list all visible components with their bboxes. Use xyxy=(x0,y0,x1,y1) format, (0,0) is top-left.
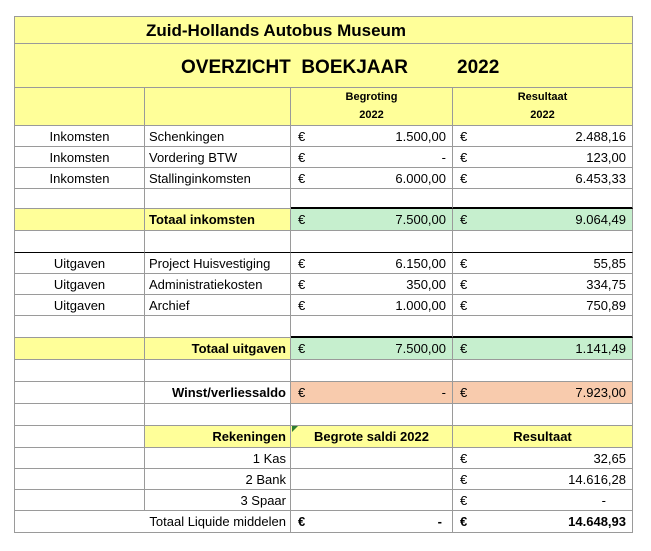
item-cell[interactable]: Administratiekosten xyxy=(145,274,291,295)
result-cell[interactable]: € 2.488,16 xyxy=(453,126,633,147)
empty-row xyxy=(14,316,633,338)
empty-cell[interactable] xyxy=(14,360,145,382)
empty-cell[interactable] xyxy=(291,316,453,338)
result-cell[interactable]: € 334,75 xyxy=(453,274,633,295)
empty-cell[interactable] xyxy=(453,231,633,253)
liquid-total-label[interactable]: Totaal Liquide middelen xyxy=(14,511,291,533)
empty-cell[interactable] xyxy=(453,189,633,209)
empty-cell[interactable] xyxy=(14,316,145,338)
empty-row xyxy=(14,189,633,209)
empty-cell[interactable] xyxy=(291,231,453,253)
result-cell[interactable]: € 55,85 xyxy=(453,253,633,274)
museum-title[interactable]: Zuid-Hollands Autobus Museum xyxy=(146,21,407,40)
total-expense-label[interactable]: Totaal uitgaven xyxy=(145,338,291,360)
table-row xyxy=(14,448,633,469)
balance-row xyxy=(14,382,633,404)
empty-cell[interactable] xyxy=(145,360,291,382)
empty-cell[interactable] xyxy=(14,189,145,209)
overview-title[interactable]: OVERZICHT BOEKJAAR xyxy=(181,57,408,78)
empty-cell[interactable] xyxy=(14,338,145,360)
empty-cell[interactable] xyxy=(291,360,453,382)
total-income-row xyxy=(14,209,633,231)
liquid-total-row xyxy=(14,511,633,533)
item-cell[interactable]: Schenkingen xyxy=(145,126,291,147)
account-result[interactable]: € - xyxy=(453,490,633,511)
total-expense-row xyxy=(14,338,633,360)
financial-overview-sheet xyxy=(14,16,633,533)
balance-label[interactable]: Winst/verliessaldo xyxy=(145,382,291,404)
overview-title-row xyxy=(14,44,633,88)
item-cell[interactable]: Project Huisvestiging xyxy=(145,253,291,274)
empty-cell[interactable] xyxy=(453,404,633,426)
accounts-header-resultaat[interactable]: Resultaat xyxy=(453,426,633,448)
header-blank-2[interactable] xyxy=(145,88,291,126)
accounts-header-rekeningen[interactable]: Rekeningen xyxy=(145,426,291,448)
item-cell[interactable]: Vordering BTW xyxy=(145,147,291,168)
result-cell[interactable]: € 6.453,33 xyxy=(453,168,633,189)
header-resultaat[interactable]: Resultaat 2022 xyxy=(453,88,633,126)
item-cell[interactable]: Stallinginkomsten xyxy=(145,168,291,189)
empty-cell[interactable] xyxy=(14,231,145,253)
budget-cell[interactable]: € 6.000,00 xyxy=(291,168,453,189)
empty-cell[interactable] xyxy=(14,209,145,231)
item-cell[interactable]: Archief xyxy=(145,295,291,316)
table-row xyxy=(14,490,633,511)
account-result[interactable]: € 32,65 xyxy=(453,448,633,469)
account-budget[interactable] xyxy=(291,469,453,490)
empty-cell[interactable] xyxy=(291,404,453,426)
total-expense-result[interactable]: € 1.141,49 xyxy=(453,338,633,360)
result-cell[interactable]: € 123,00 xyxy=(453,147,633,168)
empty-cell[interactable] xyxy=(145,404,291,426)
overview-year[interactable]: 2022 xyxy=(457,57,500,78)
empty-cell[interactable] xyxy=(145,231,291,253)
empty-cell[interactable] xyxy=(14,382,145,404)
account-name[interactable]: 1 Kas xyxy=(145,448,291,469)
table-row xyxy=(14,253,633,274)
table-row xyxy=(14,126,633,147)
empty-cell[interactable] xyxy=(14,404,145,426)
empty-cell[interactable] xyxy=(145,316,291,338)
account-name[interactable]: 3 Spaar xyxy=(145,490,291,511)
empty-row xyxy=(14,360,633,382)
empty-cell[interactable] xyxy=(14,426,145,448)
empty-row xyxy=(14,404,633,426)
museum-title-row xyxy=(14,16,633,44)
empty-row xyxy=(14,231,633,253)
total-expense-budget[interactable]: € 7.500,00 xyxy=(291,338,453,360)
account-name[interactable]: 2 Bank xyxy=(145,469,291,490)
empty-cell[interactable] xyxy=(453,360,633,382)
account-budget[interactable] xyxy=(291,448,453,469)
liquid-total-budget[interactable]: € - xyxy=(291,511,453,533)
category-cell[interactable]: Uitgaven xyxy=(14,253,145,274)
accounts-header-begrote[interactable]: Begrote saldi 2022 xyxy=(291,426,453,448)
empty-cell[interactable] xyxy=(14,469,145,490)
category-cell[interactable]: Inkomsten xyxy=(14,147,145,168)
budget-cell[interactable]: € 1.000,00 xyxy=(291,295,453,316)
empty-cell[interactable] xyxy=(14,448,145,469)
balance-budget[interactable]: € - xyxy=(291,382,453,404)
result-cell[interactable]: € 750,89 xyxy=(453,295,633,316)
header-begroting[interactable]: Begroting 2022 xyxy=(291,88,453,126)
total-income-result[interactable]: € 9.064,49 xyxy=(453,209,633,231)
budget-cell[interactable]: € - xyxy=(291,147,453,168)
budget-cell[interactable]: € 350,00 xyxy=(291,274,453,295)
header-blank-1[interactable] xyxy=(14,88,145,126)
account-budget[interactable] xyxy=(291,490,453,511)
empty-cell[interactable] xyxy=(145,189,291,209)
column-header-row xyxy=(14,88,633,126)
category-cell[interactable]: Inkomsten xyxy=(14,168,145,189)
liquid-total-result[interactable]: € 14.648,93 xyxy=(453,511,633,533)
empty-cell[interactable] xyxy=(291,189,453,209)
total-income-budget[interactable]: € 7.500,00 xyxy=(291,209,453,231)
category-cell[interactable]: Uitgaven xyxy=(14,295,145,316)
table-row xyxy=(14,168,633,189)
total-income-label[interactable]: Totaal inkomsten xyxy=(145,209,291,231)
category-cell[interactable]: Uitgaven xyxy=(14,274,145,295)
empty-cell[interactable] xyxy=(453,316,633,338)
accounts-header-row xyxy=(14,426,633,448)
table-row xyxy=(14,295,633,316)
table-row xyxy=(14,274,633,295)
account-result[interactable]: € 14.616,28 xyxy=(453,469,633,490)
table-row xyxy=(14,147,633,168)
budget-cell[interactable]: € 1.500,00 xyxy=(291,126,453,147)
balance-result[interactable]: € 7.923,00 xyxy=(453,382,633,404)
table-row xyxy=(14,469,633,490)
empty-cell[interactable] xyxy=(14,490,145,511)
category-cell[interactable]: Inkomsten xyxy=(14,126,145,147)
comment-indicator-icon xyxy=(292,426,298,432)
budget-cell[interactable]: € 6.150,00 xyxy=(291,253,453,274)
